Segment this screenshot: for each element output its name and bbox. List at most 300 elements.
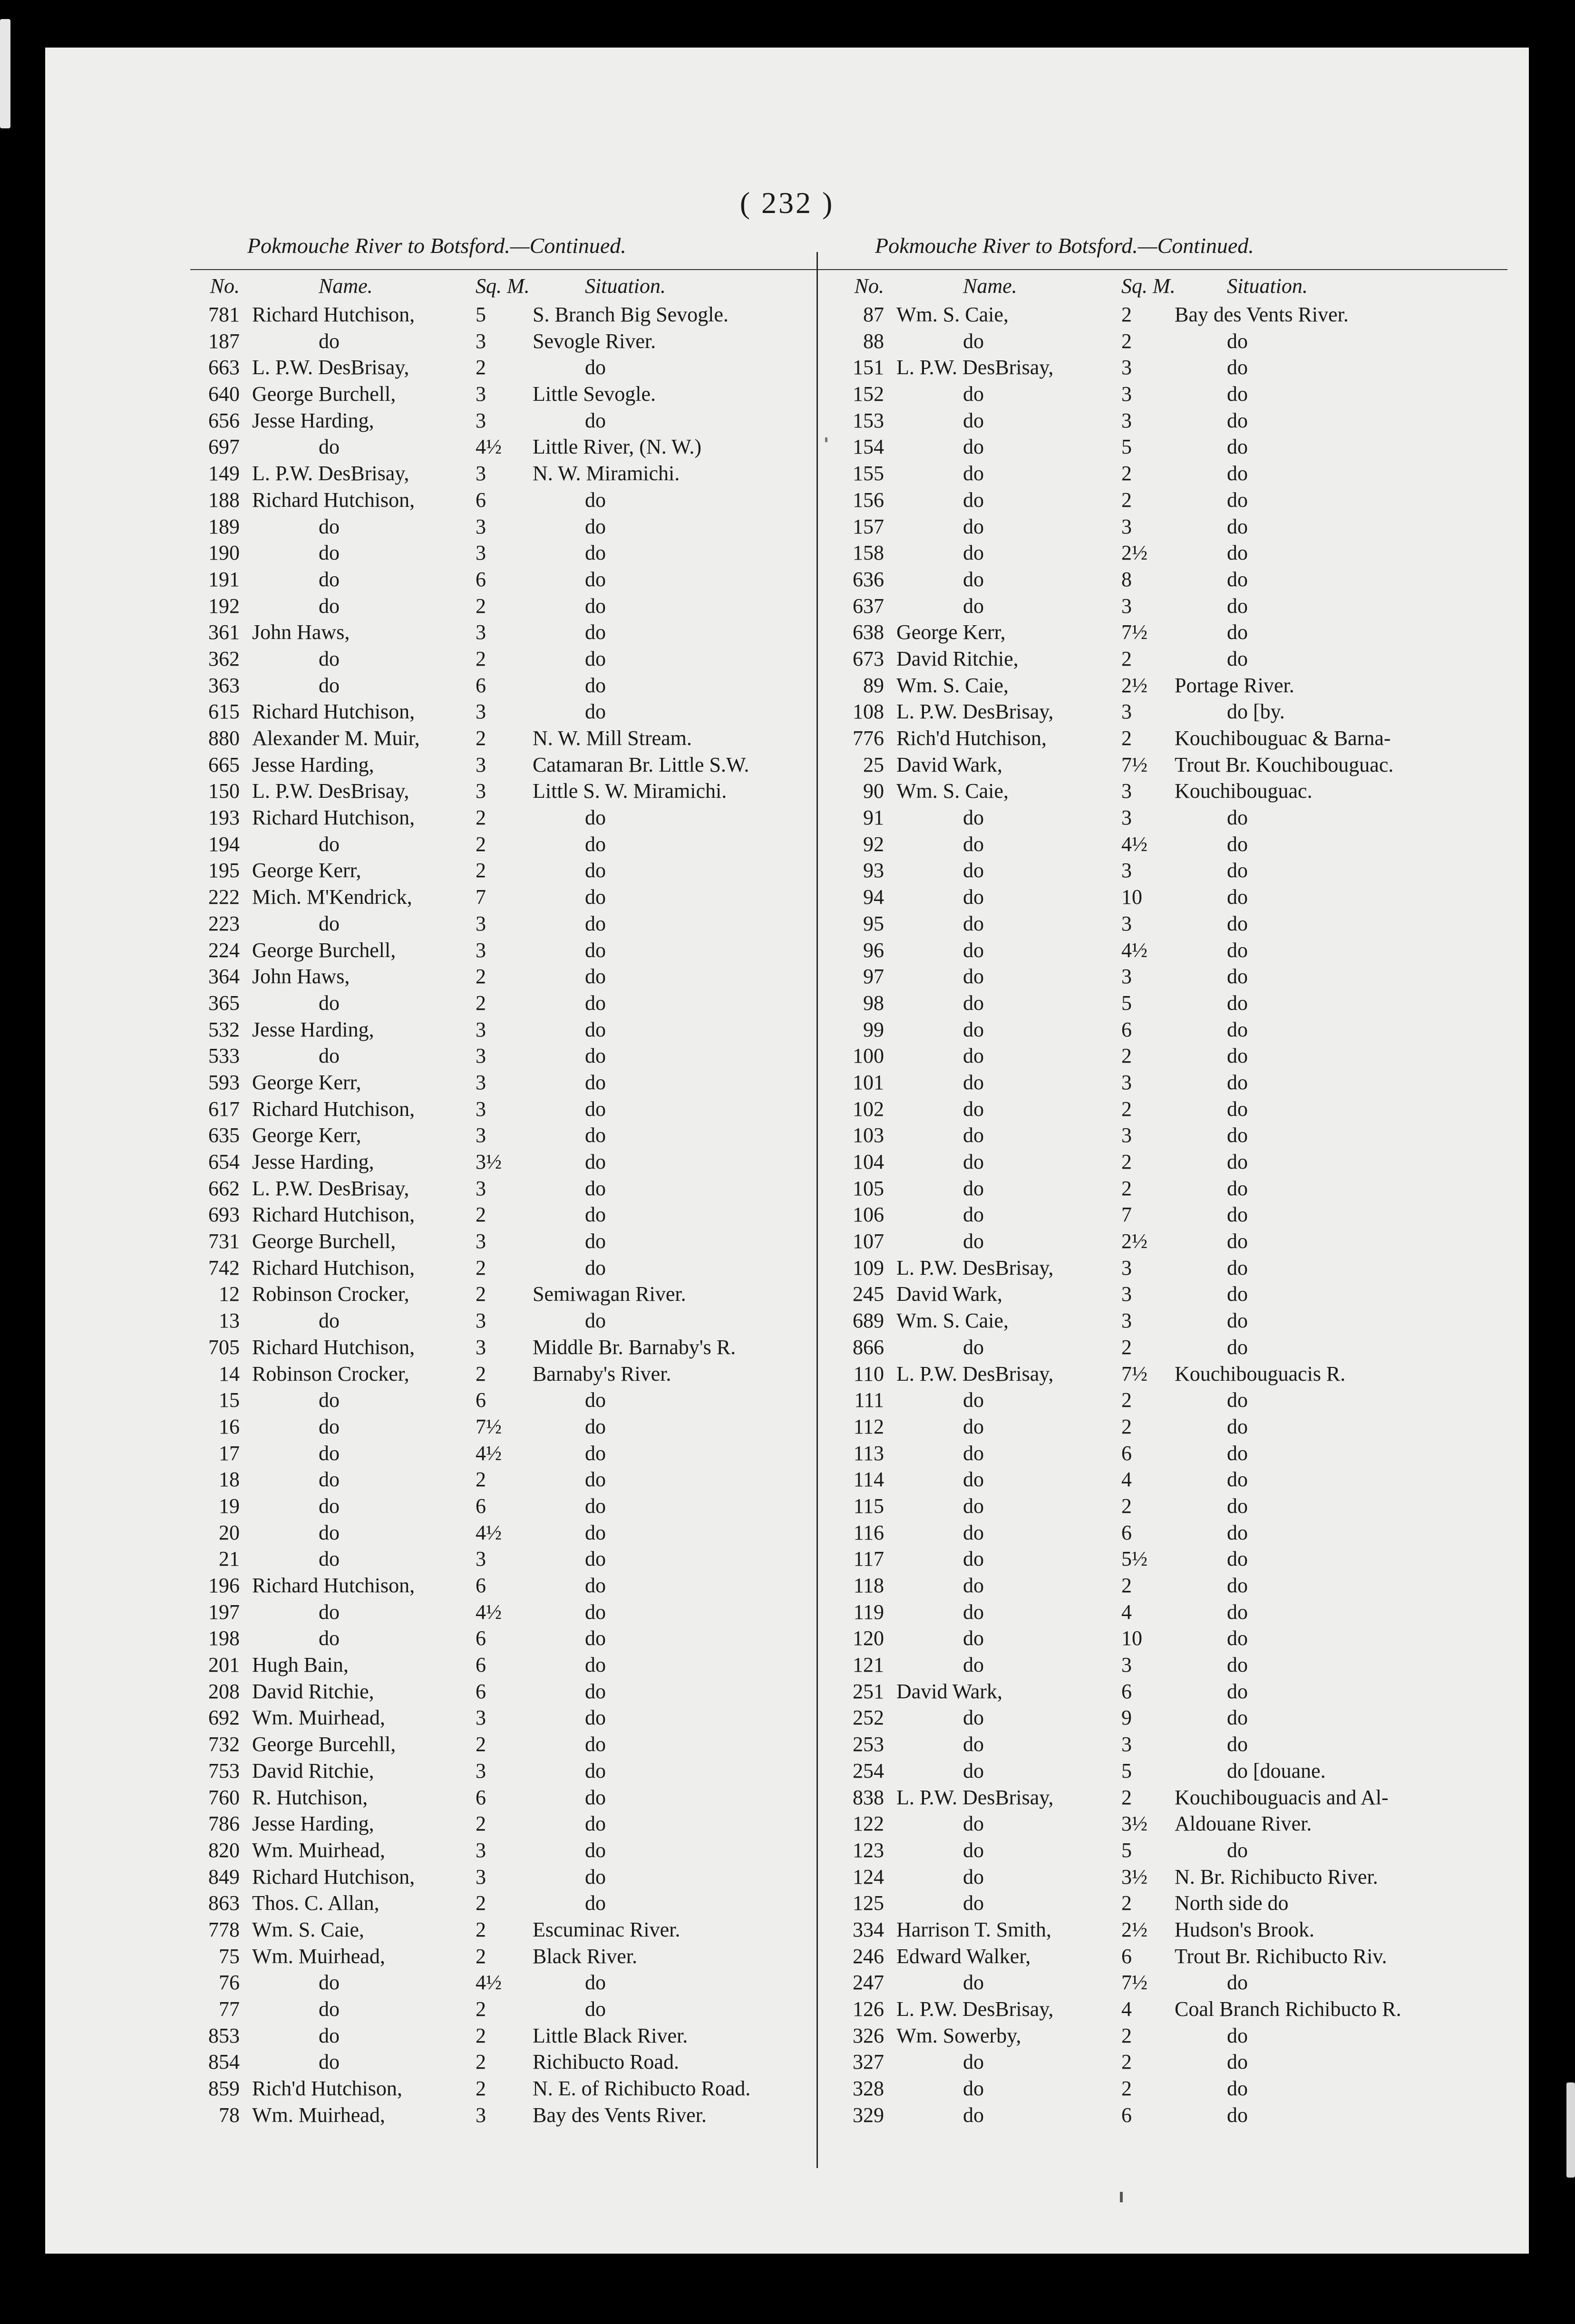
square-miles: 4½	[476, 1971, 502, 1995]
lot-number: 124	[853, 1865, 884, 1888]
table-row	[835, 1493, 1507, 1520]
situation: Kouchibouguac & Barna-	[1175, 726, 1391, 750]
situation: do	[585, 567, 606, 591]
situation: do	[585, 1388, 606, 1412]
grantee-name: do	[963, 991, 984, 1015]
square-miles: 4½	[476, 1600, 502, 1624]
square-miles: 2	[1121, 1388, 1132, 1412]
square-miles: 2	[476, 1812, 486, 1836]
situation: do	[1227, 885, 1248, 909]
square-miles: 2	[1121, 1176, 1132, 1200]
situation: do	[585, 991, 606, 1015]
lot-number: 120	[853, 1627, 884, 1650]
grantee-name: do	[319, 2024, 340, 2047]
square-miles: 2	[476, 1891, 486, 1915]
table-row	[835, 1917, 1507, 1943]
square-miles: 2	[1121, 726, 1132, 750]
header-no: No.	[854, 274, 884, 298]
table-row	[835, 1149, 1507, 1175]
square-miles: 8	[1121, 567, 1132, 591]
lot-number: 617	[208, 1097, 240, 1121]
square-miles: 6	[1121, 1944, 1132, 1968]
right-column	[835, 233, 1507, 2128]
table-row	[835, 1466, 1507, 1493]
lot-number: 853	[208, 2024, 240, 2047]
square-miles: 4	[1121, 1997, 1132, 2021]
grantee-name: do	[963, 1812, 984, 1836]
grantee-name: do	[319, 1388, 340, 1412]
situation: Middle Br. Barnaby's R.	[533, 1335, 736, 1359]
table-row	[190, 2075, 861, 2102]
table-row	[835, 937, 1507, 964]
square-miles: 7½	[1121, 1971, 1147, 1995]
lot-number: 115	[853, 1494, 884, 1518]
grantee-name: George Kerr,	[252, 859, 361, 882]
situation: S. Branch Big Sevogle.	[533, 303, 729, 326]
lot-number: 689	[853, 1309, 884, 1333]
square-miles: 2	[476, 1203, 486, 1227]
square-miles: 6	[476, 1388, 486, 1412]
table-row	[835, 619, 1507, 646]
table-row	[835, 381, 1507, 407]
grantee-name: do	[963, 859, 984, 882]
table-row	[190, 1811, 861, 1837]
left-table-body	[190, 301, 861, 2128]
table-row	[835, 1307, 1507, 1334]
lot-number: 638	[853, 620, 884, 644]
grantee-name: do	[963, 832, 984, 856]
table-row	[190, 301, 861, 328]
situation: do	[585, 1044, 606, 1068]
lot-number: 223	[208, 911, 240, 935]
square-miles: 6	[476, 673, 486, 697]
grantee-name: do	[963, 1017, 984, 1041]
table-row	[835, 1440, 1507, 1467]
lot-number: 636	[853, 567, 884, 591]
lot-number: 97	[863, 965, 884, 988]
situation: do	[585, 938, 606, 962]
square-miles: 3	[1121, 514, 1132, 538]
table-row	[190, 1307, 861, 1334]
square-miles: 3	[1121, 859, 1132, 882]
table-row	[835, 1228, 1507, 1255]
table-row	[190, 540, 861, 566]
situation: do	[585, 1547, 606, 1571]
grantee-name: do	[319, 541, 340, 565]
situation: do	[585, 1733, 606, 1756]
table-row	[190, 328, 861, 355]
square-miles: 5	[1121, 991, 1132, 1015]
situation: Semiwagan River.	[533, 1282, 686, 1306]
lot-number: 224	[208, 938, 240, 962]
table-row	[190, 646, 861, 672]
table-row	[835, 1175, 1507, 1202]
header-name: Name.	[963, 274, 1017, 298]
lot-number: 119	[853, 1600, 884, 1624]
grantee-name: R. Hutchison,	[252, 1785, 368, 1809]
lot-number: 152	[853, 382, 884, 406]
situation: do	[1227, 1176, 1248, 1200]
square-miles: 5	[1121, 1759, 1132, 1782]
grantee-name: do	[963, 382, 984, 406]
lot-number: 363	[208, 673, 240, 697]
lot-number: 126	[853, 1997, 884, 2021]
square-miles: 3	[476, 541, 486, 565]
grantee-name: Wm. S. Caie,	[252, 1917, 364, 1941]
square-miles: 3	[476, 753, 486, 776]
lot-number: 189	[208, 514, 240, 538]
lot-number: 820	[208, 1838, 240, 1862]
situation: Kouchibouguacis R.	[1175, 1362, 1346, 1385]
square-miles: 2	[476, 965, 486, 988]
left-header-row	[190, 270, 861, 301]
situation: Aldouane River.	[1175, 1812, 1312, 1836]
grantee-name: Alexander M. Muir,	[252, 726, 420, 750]
situation: do	[1227, 1309, 1248, 1333]
table-row	[835, 1731, 1507, 1758]
situation: do	[585, 541, 606, 565]
square-miles: 6	[1121, 1441, 1132, 1465]
lot-number: 110	[853, 1362, 884, 1385]
table-row	[835, 540, 1507, 566]
situation: do	[585, 1653, 606, 1677]
table-row	[190, 593, 861, 620]
table-row	[835, 963, 1507, 990]
grantee-name: do	[963, 1547, 984, 1571]
lot-number: 91	[863, 806, 884, 830]
lot-number: 187	[208, 329, 240, 353]
lot-number: 98	[863, 991, 884, 1015]
lot-number: 786	[208, 1812, 240, 1836]
situation: do	[585, 1891, 606, 1915]
lot-number: 328	[853, 2077, 884, 2101]
grantee-name: Jesse Harding,	[252, 1150, 374, 1173]
table-row	[835, 1784, 1507, 1811]
grantee-name: do	[963, 1150, 984, 1173]
square-miles: 4	[1121, 1600, 1132, 1624]
situation: do	[585, 1017, 606, 1041]
square-miles: 2	[476, 1917, 486, 1941]
situation: do	[585, 1441, 606, 1465]
square-miles: 2	[476, 726, 486, 750]
table-row	[835, 1122, 1507, 1149]
situation: do	[1227, 1520, 1248, 1544]
table-row	[190, 2049, 861, 2075]
grantee-name: do	[963, 435, 984, 459]
lot-number: 326	[853, 2024, 884, 2047]
square-miles: 2	[1121, 462, 1132, 485]
grantee-name: do	[319, 911, 340, 935]
table-row	[190, 1440, 861, 1467]
grantee-name: L. P.W. DesBrisay,	[896, 700, 1054, 724]
table-row	[190, 831, 861, 858]
lot-number: 188	[208, 488, 240, 512]
square-miles: 2	[1121, 1574, 1132, 1597]
situation: do	[1227, 620, 1248, 644]
grantee-name: do	[963, 1441, 984, 1465]
table-row	[835, 1069, 1507, 1096]
grantee-name: do	[963, 1891, 984, 1915]
lot-number: 191	[208, 567, 240, 591]
situation: do	[585, 488, 606, 512]
square-miles: 3	[1121, 1733, 1132, 1756]
square-miles: 2½	[1121, 1917, 1147, 1941]
scan-edge-left	[0, 19, 10, 128]
grantee-name: George Kerr,	[896, 620, 1006, 644]
table-row	[190, 698, 861, 725]
table-row	[835, 593, 1507, 620]
table-row	[190, 381, 861, 407]
lot-number: 593	[208, 1070, 240, 1094]
table-row	[835, 990, 1507, 1017]
situation: Trout Br. Kouchibouguac.	[1175, 753, 1394, 776]
situation: do	[585, 859, 606, 882]
grantee-name: David Ritchie,	[252, 1679, 374, 1703]
lot-number: 365	[208, 991, 240, 1015]
lot-number: 327	[853, 2050, 884, 2074]
table-row	[190, 884, 861, 910]
lot-number: 103	[853, 1123, 884, 1147]
lot-number: 15	[219, 1388, 240, 1412]
square-miles: 4½	[476, 1520, 502, 1544]
situation: do	[1227, 2050, 1248, 2074]
square-miles: 2	[476, 1362, 486, 1385]
grantee-name: do	[963, 1759, 984, 1782]
lot-number: 118	[853, 1574, 884, 1597]
lot-number: 196	[208, 1574, 240, 1597]
page-number: ( 232 )	[739, 186, 835, 220]
grantee-name: Richard Hutchison,	[252, 1256, 415, 1279]
table-row	[835, 831, 1507, 858]
situation: do	[1227, 1627, 1248, 1650]
table-row	[190, 1652, 861, 1678]
situation: do	[1227, 2024, 1248, 2047]
header-sq-m: Sq. M.	[476, 274, 530, 298]
situation: do	[1227, 859, 1248, 882]
lot-number: 640	[208, 382, 240, 406]
situation: do [by.	[1227, 700, 1285, 724]
square-miles: 2	[1121, 1335, 1132, 1359]
lot-number: 149	[208, 462, 240, 485]
scan-edge-right	[1566, 2082, 1575, 2178]
lot-number: 18	[219, 1468, 240, 1491]
situation: do	[585, 1706, 606, 1730]
square-miles: 3	[476, 462, 486, 485]
situation: do	[1227, 1441, 1248, 1465]
situation: do	[1227, 408, 1248, 432]
square-miles: 2	[476, 356, 486, 379]
lot-number: 776	[853, 726, 884, 750]
square-miles: 10	[1121, 1627, 1142, 1650]
square-miles: 3	[476, 1865, 486, 1888]
square-miles: 6	[476, 1494, 486, 1518]
situation: Kouchibouguac.	[1175, 779, 1312, 803]
table-row	[835, 1678, 1507, 1705]
grantee-name: Wm. Sowerby,	[896, 2024, 1021, 2047]
grantee-name: Wm. Muirhead,	[252, 1706, 385, 1730]
table-row	[190, 1201, 861, 1228]
grantee-name: do	[963, 938, 984, 962]
grantee-name: Wm. Muirhead,	[252, 2103, 385, 2127]
square-miles: 2	[476, 1468, 486, 1491]
situation: do	[1227, 1838, 1248, 1862]
square-miles: 3	[1121, 700, 1132, 724]
table-row	[190, 1704, 861, 1731]
situation: do	[585, 911, 606, 935]
grantee-name: do	[963, 885, 984, 909]
situation: do	[1227, 1971, 1248, 1995]
lot-number: 362	[208, 647, 240, 670]
situation: do	[585, 1256, 606, 1279]
grantee-name: Rich'd Hutchison,	[896, 726, 1047, 750]
grantee-name: L. P.W. DesBrisay,	[252, 1176, 409, 1200]
table-row	[835, 1704, 1507, 1731]
square-miles: 7	[1121, 1203, 1132, 1227]
lot-number: 859	[208, 2077, 240, 2101]
table-row	[190, 513, 861, 540]
square-miles: 2	[476, 594, 486, 618]
square-miles: 4½	[476, 1441, 502, 1465]
grantee-name: do	[319, 1494, 340, 1518]
square-miles: 3	[1121, 965, 1132, 988]
grantee-name: do	[963, 1203, 984, 1227]
table-row	[835, 1255, 1507, 1281]
square-miles: 3	[476, 2103, 486, 2127]
square-miles: 7	[476, 885, 486, 909]
situation: do	[585, 1785, 606, 1809]
grantee-name: Hugh Bain,	[252, 1653, 349, 1677]
grantee-name: do	[963, 1388, 984, 1412]
grantee-name: do	[319, 1044, 340, 1068]
grantee-name: L. P.W. DesBrisay,	[252, 356, 409, 379]
lot-number: 111	[854, 1388, 884, 1412]
grantee-name: L. P.W. DesBrisay,	[896, 1362, 1054, 1385]
lot-number: 158	[853, 541, 884, 565]
square-miles: 3½	[1121, 1812, 1147, 1836]
square-miles: 3	[476, 911, 486, 935]
lot-number: 96	[863, 938, 884, 962]
grantee-name: do	[963, 541, 984, 565]
table-row	[190, 460, 861, 487]
grantee-name: do	[963, 1865, 984, 1888]
situation: do	[585, 806, 606, 830]
situation: do	[1227, 1044, 1248, 1068]
grantee-name: Richard Hutchison,	[252, 488, 415, 512]
lot-number: 107	[853, 1230, 884, 1253]
grantee-name: Richard Hutchison,	[252, 806, 415, 830]
square-miles: 2	[476, 2050, 486, 2074]
square-miles: 3	[476, 620, 486, 644]
lot-number: 760	[208, 1785, 240, 1809]
square-miles: 3	[476, 779, 486, 803]
table-row	[190, 354, 861, 381]
situation: North side do	[1175, 1891, 1289, 1915]
table-row	[190, 1520, 861, 1546]
table-row	[190, 1943, 861, 1970]
lot-number: 116	[853, 1520, 884, 1544]
situation: do	[1227, 2103, 1248, 2127]
grantee-name: do	[963, 2103, 984, 2127]
lot-number: 114	[853, 1468, 884, 1491]
square-miles: 3	[1121, 1123, 1132, 1147]
situation: do	[585, 1414, 606, 1438]
grantee-name: do	[963, 1838, 984, 1862]
situation: do	[1227, 647, 1248, 670]
situation: do	[1227, 1600, 1248, 1624]
situation: do	[585, 1600, 606, 1624]
lot-number: 90	[863, 779, 884, 803]
square-miles: 3	[476, 1230, 486, 1253]
table-row	[835, 646, 1507, 672]
table-row	[190, 1149, 861, 1175]
grantee-name: Robinson Crocker,	[252, 1282, 409, 1306]
situation: Little River, (N. W.)	[533, 435, 702, 459]
grantee-name: do	[963, 1574, 984, 1597]
grantee-name: George Burchell,	[252, 1230, 396, 1253]
square-miles: 2	[1121, 1414, 1132, 1438]
grantee-name: George Kerr,	[252, 1070, 361, 1094]
lot-number: 153	[853, 408, 884, 432]
table-row	[835, 434, 1507, 460]
table-row	[190, 1493, 861, 1520]
grantee-name: Richard Hutchison,	[252, 1574, 415, 1597]
situation: Bay des Vents River.	[1175, 303, 1349, 326]
table-row	[190, 725, 861, 752]
table-row	[190, 1731, 861, 1758]
square-miles: 3	[476, 1547, 486, 1571]
situation: do	[585, 1574, 606, 1597]
grantee-name: do	[319, 1309, 340, 1333]
table-row	[190, 910, 861, 937]
square-miles: 6	[476, 1574, 486, 1597]
table-row	[190, 778, 861, 804]
square-miles: 3	[476, 329, 486, 353]
lot-number: 123	[853, 1838, 884, 1862]
situation: do	[585, 1679, 606, 1703]
grantee-name: do	[963, 1971, 984, 1995]
square-miles: 2	[476, 2024, 486, 2047]
square-miles: 2	[1121, 2024, 1132, 2047]
grantee-name: L. P.W. DesBrisay,	[896, 1785, 1054, 1809]
grantee-name: Jesse Harding,	[252, 753, 374, 776]
table-row	[835, 1599, 1507, 1626]
table-row	[835, 566, 1507, 593]
table-row	[190, 1255, 861, 1281]
grantee-name: do	[963, 1733, 984, 1756]
situation: do	[585, 1070, 606, 1094]
table-row	[835, 513, 1507, 540]
situation: do	[1227, 1414, 1248, 1438]
grantee-name: Mich. M'Kendrick,	[252, 885, 412, 909]
header-no: No.	[210, 274, 240, 298]
table-row	[835, 1864, 1507, 1890]
lot-number: 615	[208, 700, 240, 724]
grantee-name: do	[319, 1468, 340, 1491]
grantee-name: David Wark,	[896, 1679, 1002, 1703]
situation: do	[585, 408, 606, 432]
square-miles: 3	[476, 408, 486, 432]
lot-number: 251	[853, 1679, 884, 1703]
table-row	[835, 2075, 1507, 2102]
lot-number: 99	[863, 1017, 884, 1041]
situation: do	[1227, 594, 1248, 618]
square-miles: 4½	[476, 435, 502, 459]
lot-number: 533	[208, 1044, 240, 1068]
situation: Portage River.	[1175, 673, 1294, 697]
situation: N. E. of Richibucto Road.	[533, 2077, 751, 2101]
situation: do	[1227, 1150, 1248, 1173]
lot-number: 89	[863, 673, 884, 697]
